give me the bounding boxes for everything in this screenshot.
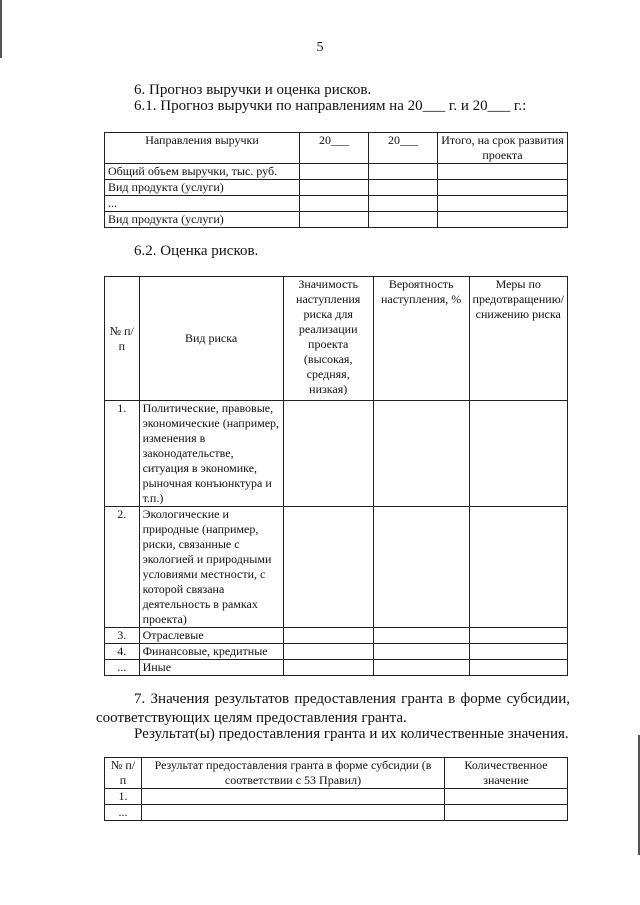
table-cell — [438, 196, 568, 212]
table-cell — [445, 805, 568, 821]
risk-header-num: № п/п — [105, 277, 140, 401]
revenue-row-label: ... — [105, 196, 300, 212]
revenue-header-year-1: 20___ — [300, 133, 369, 164]
table-cell — [438, 164, 568, 180]
table-cell — [469, 507, 567, 628]
risk-row-type: Иные — [139, 660, 283, 676]
table-cell — [373, 628, 469, 644]
risk-header-measures: Меры по предотвращению/ снижению риска — [469, 277, 567, 401]
revenue-header-total: Итого, на срок развития проекта — [438, 133, 568, 164]
table-cell — [369, 180, 438, 196]
page-number: 5 — [316, 40, 324, 55]
grant-results-table — [104, 757, 568, 821]
table-cell — [142, 789, 445, 805]
results-row-num: 1. — [105, 789, 142, 805]
risk-row-num: 4. — [105, 644, 140, 660]
table-cell — [283, 660, 373, 676]
results-header-num: № п/п — [105, 758, 142, 789]
results-row-num: ... — [105, 805, 142, 821]
table-cell — [445, 789, 568, 805]
table-cell — [373, 660, 469, 676]
risk-row-type: Отраслевые — [139, 628, 283, 644]
risk-row-num: 1. — [105, 401, 140, 507]
risk-header-probability: Вероятность наступления, % — [373, 277, 469, 401]
risk-row-type: Финансовые, кредитные — [139, 644, 283, 660]
results-header-value: Количественное значение — [445, 758, 568, 789]
table-cell — [300, 164, 369, 180]
table-cell — [438, 180, 568, 196]
risk-row-num: 3. — [105, 628, 140, 644]
table-cell — [300, 196, 369, 212]
section-6-1-heading: 6.1. Прогноз выручки по направлениям на 20___ г. и 20___ г.: — [134, 98, 527, 114]
table-cell — [283, 401, 373, 507]
revenue-row-label: Вид продукта (услуги) — [105, 212, 300, 228]
table-cell — [283, 628, 373, 644]
table-cell — [369, 212, 438, 228]
table-cell — [469, 660, 567, 676]
table-cell — [300, 212, 369, 228]
risk-header-significance: Значимость наступления риска для реализации проекта (высокая, средняя, низкая) — [283, 277, 373, 401]
risk-row-type: Политические, правовые, экономические (например, изменения в законодательстве, ситуация в экономике, рыночная конъюнктура и т.п.) — [139, 401, 283, 507]
risk-assessment-table — [104, 276, 568, 676]
table-cell — [369, 164, 438, 180]
risk-row-num: 2. — [105, 507, 140, 628]
revenue-row-label: Вид продукта (услуги) — [105, 180, 300, 196]
table-cell — [283, 507, 373, 628]
table-cell — [469, 628, 567, 644]
table-cell — [469, 644, 567, 660]
table-cell — [369, 196, 438, 212]
section-6-heading: 6. Прогноз выручки и оценка рисков. — [134, 82, 372, 98]
table-cell — [300, 180, 369, 196]
risk-header-type: Вид риска — [139, 277, 283, 401]
table-cell — [283, 644, 373, 660]
table-cell — [373, 644, 469, 660]
table-cell — [373, 401, 469, 507]
results-header-result: Результат предоставления гранта в форме субсидии (в соответствии с 53 Правил) — [142, 758, 445, 789]
risk-row-num: ... — [105, 660, 140, 676]
table-cell — [469, 401, 567, 507]
table-cell — [438, 212, 568, 228]
table-cell — [142, 805, 445, 821]
risk-row-type: Экологические и природные (например, риски, связанные с экологией и природными условиями местности, с которой связана деятельность в рамках проекта) — [139, 507, 283, 628]
section-7-subheading: Результат(ы) предоставления гранта и их количественные значения. — [134, 726, 569, 742]
revenue-forecast-table — [104, 132, 568, 228]
table-cell — [373, 507, 469, 628]
revenue-header-direction: Направления выручки — [105, 133, 300, 164]
section-7-heading: 7. Значения результатов предоставления гранта в форме субсидии, соответствующих целям предоставления гранта. — [96, 691, 570, 726]
section-6-2-heading: 6.2. Оценка рисков. — [134, 243, 259, 259]
revenue-header-year-2: 20___ — [369, 133, 438, 164]
revenue-row-label: Общий объем выручки, тыс. руб. — [105, 164, 300, 180]
